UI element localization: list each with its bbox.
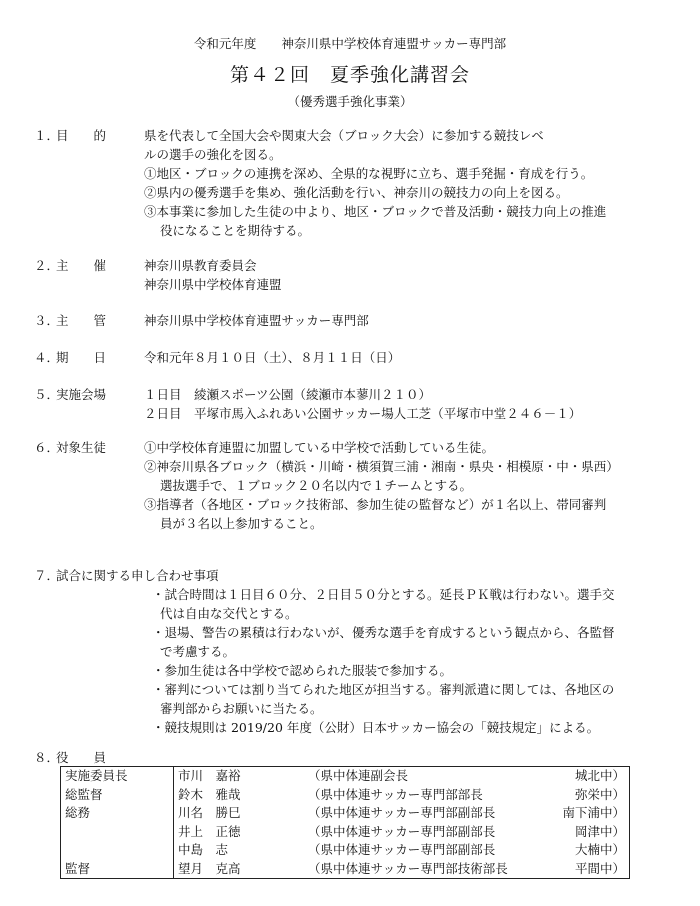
table-row — [61, 841, 630, 860]
official-name: 中島 志 — [178, 842, 229, 857]
official-school: 城北中） — [574, 768, 625, 783]
match-rule-line: ・競技規則は 2019/20 年度（公財）日本サッカー協会の「競技規定」による。 — [152, 720, 600, 735]
purpose-item: 役になることを期待する。 — [160, 223, 311, 238]
official-school: 弥栄中） — [574, 786, 625, 802]
official-title: （県中体連サッカー専門部副部長 — [308, 842, 496, 857]
venue-line: ２日目 平塚市馬入ふれあい公園サッカー場人工芝（平塚市中堂２４６－１） — [144, 406, 582, 421]
match-rule-line: 代は自由な交代とする。 — [160, 606, 298, 621]
document-title: 第４２回 夏季強化講習会 — [229, 64, 470, 86]
participants-line: ③指導者（各地区・ブロック技術部、参加生徒の監督など）が１名以上、帯同審判 — [144, 497, 607, 512]
section-heading-organizer: 主 催 — [56, 258, 107, 273]
section-number: ４． — [34, 350, 60, 365]
match-rule-line: 審判部からお願いに当たる。 — [160, 701, 323, 716]
section-heading-purpose: 目 的 — [56, 128, 107, 143]
official-school: 平間中） — [574, 860, 625, 876]
official-role: 総監督 — [61, 786, 174, 805]
match-rule-line: ・退場、警告の累積は行わないが、優秀な選手を育成するという観点から、各監督 — [152, 625, 615, 640]
participants-line: 員が３名以上参加すること。 — [160, 516, 323, 531]
section-heading-match-rules: 試合に関する申し合わせ事項 — [56, 568, 219, 583]
section-number: ５． — [34, 387, 60, 402]
section-heading-officials: 役 員 — [56, 750, 107, 765]
official-title: （県中体連サッカー専門部副部長 — [308, 805, 496, 820]
official-school: 南下浦中） — [562, 805, 625, 820]
document-subtitle: （優秀選手強化事業） — [287, 94, 413, 109]
organizer-line: 神奈川県中学校体育連盟 — [144, 277, 282, 292]
section-number: ６． — [34, 440, 60, 455]
purpose-text: 県を代表して全国大会や関東大会（ブロック大会）に参加する競技レベ — [144, 128, 544, 143]
official-title: （県中体連サッカー専門部技術部長 — [308, 860, 508, 876]
match-rule-line: で考慮する。 — [160, 644, 236, 659]
section-heading-venue: 実施会場 — [56, 387, 107, 402]
officials-table — [60, 766, 630, 879]
section-number: ７． — [34, 568, 60, 583]
official-role: 実施委員長 — [61, 767, 174, 786]
section-heading-manager: 主 管 — [56, 313, 107, 328]
official-title: （県中体連サッカー専門部部長 — [308, 786, 483, 802]
purpose-item: ①地区・ブロックの連携を深め、全県的な視野に立ち、選手発掘・育成を行う。 — [144, 166, 594, 181]
manager-line: 神奈川県中学校体育連盟サッカー専門部 — [144, 313, 369, 328]
official-name: 川名 勝巳 — [178, 805, 241, 820]
official-name: 市川 嘉裕 — [178, 768, 241, 783]
section-number: ３． — [34, 313, 60, 328]
official-school: 岡津中） — [574, 823, 625, 839]
match-rule-line: ・試合時間は１日目６０分、２日目５０分とする。延長ＰＫ戦は行わない。選手交 — [152, 587, 615, 602]
table-row — [61, 786, 630, 805]
official-name: 鈴木 雅哉 — [178, 786, 241, 802]
table-row — [61, 767, 630, 786]
match-rule-line: ・審判については割り当てられた地区が担当する。審判派遣に関しては、各地区の — [152, 682, 615, 697]
purpose-item: ③本事業に参加した生徒の中より、地区・ブロックで普及活動・競技力向上の推進 — [144, 204, 607, 219]
section-heading-participants: 対象生徒 — [56, 440, 107, 455]
official-role: 総務 — [61, 804, 174, 823]
section-heading-period: 期 日 — [56, 350, 107, 365]
period-line: 令和元年８月１０日（土）、８月１１日（日） — [144, 350, 401, 365]
official-school: 大楠中） — [574, 842, 625, 857]
section-number: ８． — [34, 750, 60, 765]
participants-line: ②神奈川県各ブロック（横浜・川崎・横須賀三浦・湘南・県央・相模原・中・県西） — [144, 459, 619, 474]
table-row — [61, 860, 630, 879]
official-role — [61, 841, 174, 860]
purpose-text: ルの選手の強化を図る。 — [144, 147, 282, 162]
official-name: 望月 克高 — [178, 860, 241, 876]
match-rule-line: ・参加生徒は各中学校で認められた服装で参加する。 — [152, 663, 453, 678]
official-role: 監督 — [61, 860, 174, 879]
official-title: （県中体連サッカー専門部副部長 — [308, 823, 496, 839]
header-line: 令和元年度 神奈川県中学校体育連盟サッカー専門部 — [193, 36, 507, 51]
section-number: １． — [34, 128, 60, 143]
table-row — [61, 804, 630, 823]
participants-line: 選抜選手で、１ブロック２０名以内で１チームとする。 — [160, 478, 473, 493]
participants-line: ①中学校体育連盟に加盟している中学校で活動している生徒。 — [144, 440, 495, 455]
official-role — [61, 823, 174, 842]
organizer-line: 神奈川県教育委員会 — [144, 258, 257, 273]
venue-line: １日目 綾瀬スポーツ公園（綾瀬市本蓼川２１０） — [144, 387, 432, 402]
table-row — [61, 823, 630, 842]
official-title: （県中体連副会長 — [308, 768, 409, 783]
official-name: 井上 正徳 — [178, 823, 241, 839]
purpose-item: ②県内の優秀選手を集め、強化活動を行い、神奈川の競技力の向上を図る。 — [144, 185, 569, 200]
section-number: ２． — [34, 258, 60, 273]
